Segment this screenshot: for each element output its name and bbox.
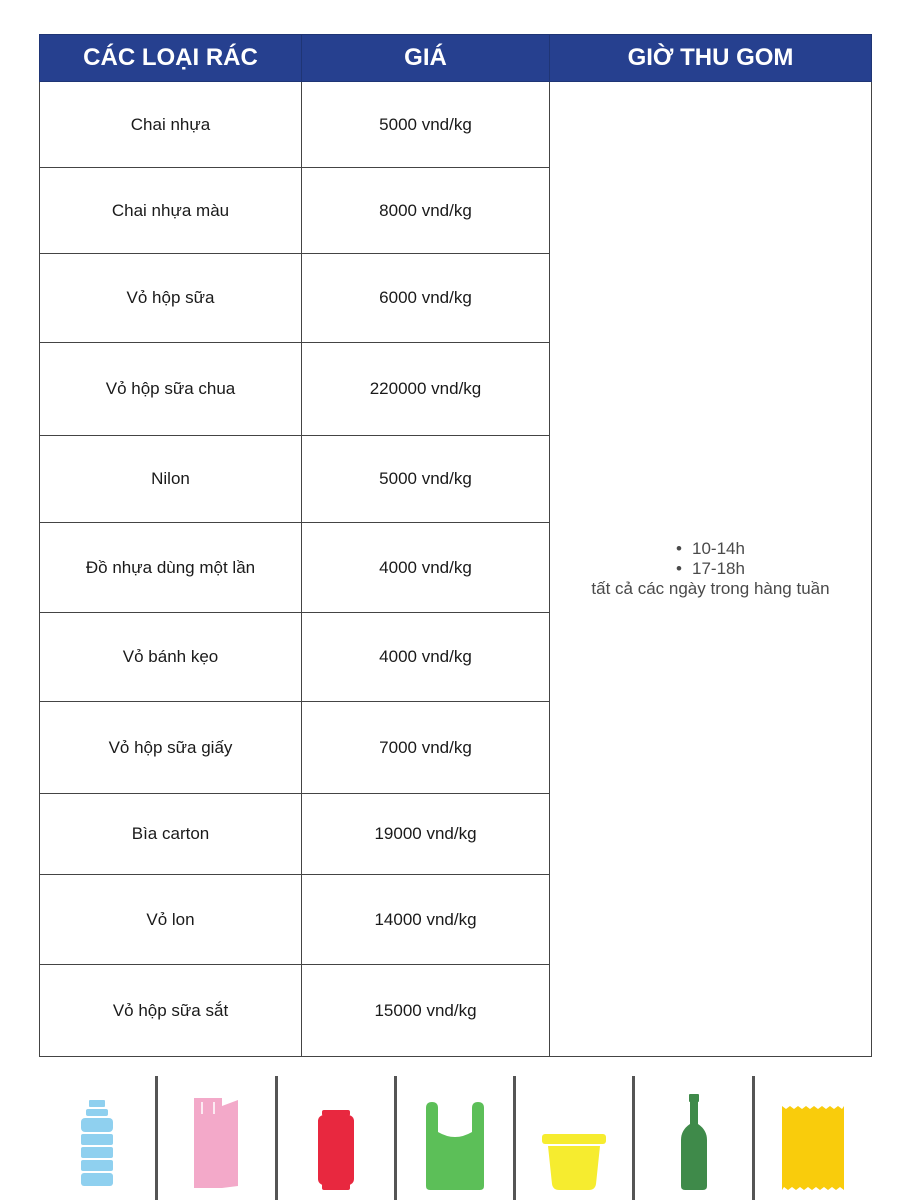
price-cell: 220000 vnd/kg (302, 343, 550, 436)
collection-time-item: • 17-18h (550, 559, 871, 579)
waste-type-cell: Chai nhựa (40, 82, 302, 168)
price-cell: 8000 vnd/kg (302, 168, 550, 254)
price-cell: 19000 vnd/kg (302, 794, 550, 875)
icon-cell (632, 1076, 751, 1200)
icon-cell (39, 1076, 155, 1200)
plastic-bag-icon (424, 1102, 486, 1190)
icon-cell (155, 1076, 274, 1200)
waste-type-cell: Vỏ hộp sữa giấy (40, 702, 302, 794)
yogurt-cup-icon (542, 1134, 606, 1190)
icon-cell (513, 1076, 632, 1200)
collection-times (550, 539, 871, 579)
milk-carton-icon (192, 1098, 240, 1190)
price-cell: 4000 vnd/kg (302, 523, 550, 613)
waste-type-cell: Vỏ hộp sữa (40, 254, 302, 343)
waste-type-cell: Vỏ bánh kẹo (40, 613, 302, 702)
icon-cell (275, 1076, 394, 1200)
icon-cell (394, 1076, 513, 1200)
price-cell: 14000 vnd/kg (302, 875, 550, 965)
price-cell: 6000 vnd/kg (302, 254, 550, 343)
table-row (40, 82, 872, 168)
collection-note: tất cả các ngày trong hàng tuần (591, 579, 830, 598)
collection-schedule (550, 82, 872, 1057)
collection-time-item: • 10-14h (550, 539, 871, 559)
price-table (39, 34, 872, 1057)
header-waste-type: CÁC LOẠI RÁC (40, 35, 302, 82)
waste-type-cell: Nilon (40, 436, 302, 523)
header-price: GIÁ (302, 35, 550, 82)
snack-wrapper-icon (782, 1106, 844, 1190)
waste-type-cell: Chai nhựa màu (40, 168, 302, 254)
waste-type-cell: Bìa carton (40, 794, 302, 875)
table-header-row (40, 35, 872, 82)
icon-cell (752, 1076, 871, 1200)
waste-type-cell: Vỏ lon (40, 875, 302, 965)
plastic-bottle-icon (77, 1100, 117, 1190)
waste-type-cell: Đồ nhựa dùng một lần (40, 523, 302, 613)
price-cell: 5000 vnd/kg (302, 82, 550, 168)
price-cell: 15000 vnd/kg (302, 965, 550, 1057)
waste-icon-strip (39, 1076, 871, 1200)
header-collection-time: GIỜ THU GOM (550, 35, 872, 82)
can-icon (318, 1110, 354, 1190)
waste-type-cell: Vỏ hộp sữa chua (40, 343, 302, 436)
price-cell: 4000 vnd/kg (302, 613, 550, 702)
price-cell: 5000 vnd/kg (302, 436, 550, 523)
price-cell: 7000 vnd/kg (302, 702, 550, 794)
glass-bottle-icon (679, 1094, 709, 1190)
waste-type-cell: Vỏ hộp sữa sắt (40, 965, 302, 1057)
